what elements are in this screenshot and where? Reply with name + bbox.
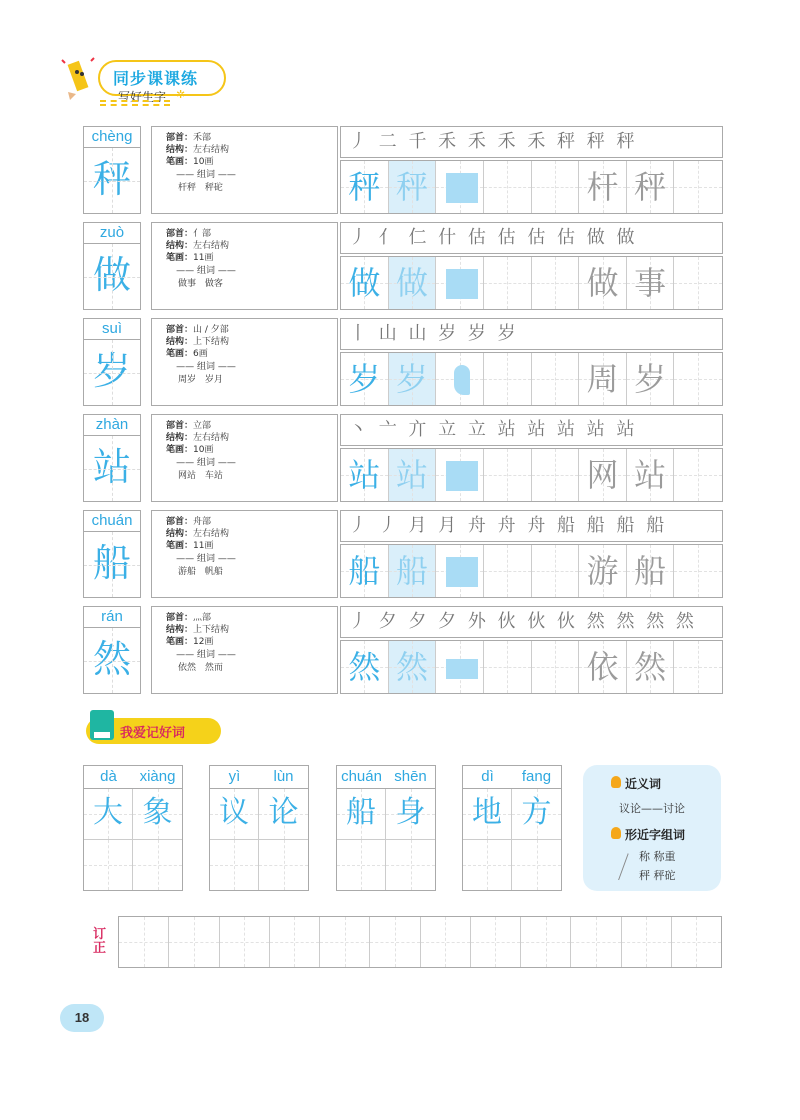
char-box: 做 [83,244,141,310]
char-row-zuo [83,222,723,310]
bulb-icon [611,776,621,788]
char-info: 部首：灬部 结构：上下结构 笔画：12画 —— 组词 —— 依然 然而 [151,606,338,694]
synonym-label: 近义词 [583,775,721,792]
vocab-yilun: yì lùn 议 论 [209,765,309,891]
correction-label: 订正 [93,927,107,956]
char-row-sui [83,318,723,406]
book-icon [90,710,114,740]
correction-grid[interactable] [118,916,722,968]
stroke-order: 丿 丿 月 月 舟 舟 舟 船 船 船 船 [340,510,723,542]
vocab-difang: dì fang 地 方 [462,765,562,891]
vocab-daxiang: dà xiàng 大 象 [83,765,183,891]
section-header [58,52,258,110]
stroke-order: 丿 亻 仁 什 估 估 估 估 做 做 [340,222,723,254]
similar-pairs: 称 称重 秤 秤砣 [639,847,721,885]
char-box: 站 [83,436,141,502]
love-words-title: 我爱记好词 [120,726,186,741]
practice-grid[interactable]: 秤 秤 杆 秤 [340,160,723,214]
stroke-order: 丶 亠 亣 立 立 站 站 站 站 站 [340,414,723,446]
synonym-text: 议论——讨论 [619,802,685,815]
header-dashes [100,100,170,106]
bulb-icon [611,827,621,839]
pinyin-box: chèng [83,126,141,148]
practice-grid[interactable]: 站 站 网 站 [340,448,723,502]
star-icon: ✲ [176,88,186,101]
practice-grid[interactable]: 做 做 做 事 [340,256,723,310]
stroke-order: 丿 夕 夕 夕 外 伙 伙 伙 然 然 然 然 [340,606,723,638]
char-info: 部首：禾部 结构：左右结构 笔画：10画 —— 组词 —— 杆秤 秤砣 [151,126,338,214]
char-box: 船 [83,532,141,598]
char-box: 岁 [83,340,141,406]
char-info: 部首：舟部 结构：左右结构 笔画：11画 —— 组词 —— 游船 帆船 [151,510,338,598]
char-info: 部首：立部 结构：左右结构 笔画：10画 —— 组词 —— 网站 车站 [151,414,338,502]
pinyin-box: suì [83,318,141,340]
pinyin-box: rán [83,606,141,628]
love-words-banner [86,718,221,744]
char-row-cheng [83,126,723,214]
stroke-order: 丿 二 千 禾 禾 禾 禾 秤 秤 秤 [340,126,723,158]
stroke-order: 丨 山 山 岁 岁 岁 [340,318,723,350]
pinyin-box: zhàn [83,414,141,436]
practice-grid[interactable]: 船 船 游 船 [340,544,723,598]
pinyin-box: zuò [83,222,141,244]
practice-grid[interactable]: 然 然 依 然 [340,640,723,694]
pinyin-box: chuán [83,510,141,532]
char-box: 然 [83,628,141,694]
pencil-mascot-icon [58,52,98,102]
char-info: 部首：亻部 结构：左右结构 笔画：11画 —— 组词 —— 做事 做客 [151,222,338,310]
char-box: 秤 [83,148,141,214]
char-info: 部首：山 / 夕部 结构：上下结构 笔画：6画 —— 组词 —— 周岁 岁月 [151,318,338,406]
header-title: 同步课课练 [113,69,199,88]
char-row-ran [83,606,723,694]
practice-grid[interactable]: 岁 岁 周 岁 [340,352,723,406]
page-number: 18 [60,1004,104,1032]
char-row-zhan [83,414,723,502]
similar-label: 形近字组词 [583,826,721,843]
header-subtitle: 写好生字 [118,90,167,104]
vocab-chuanshen: chuán shēn 船 身 [336,765,436,891]
char-row-chuan [83,510,723,598]
tips-panel [583,765,721,891]
